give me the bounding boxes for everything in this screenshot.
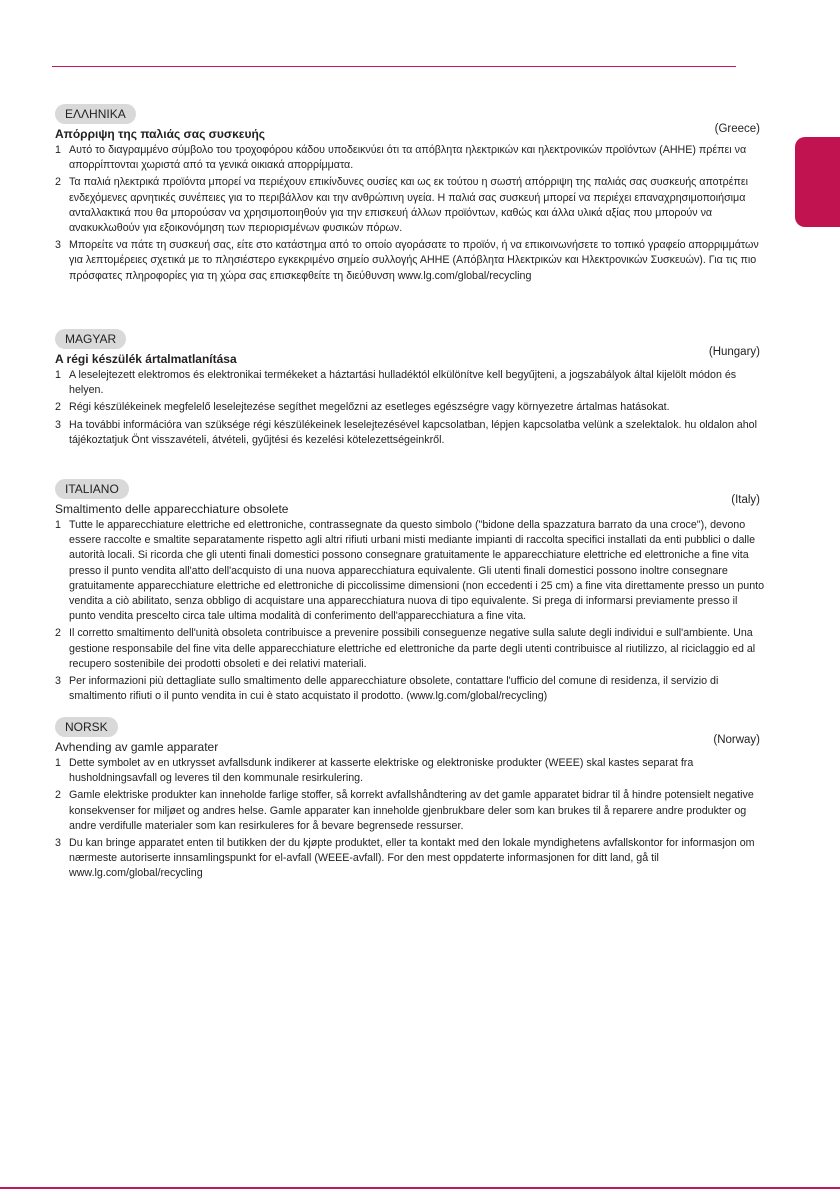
item-number: 1 bbox=[55, 757, 61, 769]
language-label: ITALIANO bbox=[55, 479, 129, 499]
list-item bbox=[55, 518, 765, 624]
item-text: Tutte le apparecchiature elettriche ed elettroniche, contrassegnate da questo simbolo ("bidone della spazzatura barrato da una croce"), devono essere raccolte e smaltite separatamente rispetto agli altri rifiuti urbani misti mediante impianti di raccolta specifici installati da enti pubblici o dalle autorità locali. Si ricorda che gli utenti finali domestici possono consegnare gratuitamente le apparecchiature elettriche ed elettroniche a fine vita presso il punto vendita all'atto dell'acquisto di una nuova apparecchiatura equivalente. Gli utenti finali domestici possono inoltre consegnare gratuitamente apparecchiature elettriche ed elettroniche di piccolissime dimensioni (non eccedenti i 25 cm) a fine vita direttamente presso un punto vendita a ciò abilitato, senza obbligo di acquistare una apparecchiatura nuova di tipo equivalente. Si prega di informarsi previamente presso il punto vendita prescelto circa tale ultima modalità di conferimento dell'apparecchiatura a fine vita. bbox=[69, 519, 765, 623]
list-item bbox=[55, 143, 765, 173]
section-title: Smaltimento delle apparecchiature obsolete bbox=[55, 502, 289, 516]
item-text: Du kan bringe apparatet enten til butikken der du kjøpte produktet, eller ta kontakt med den lokale myndighetens avfallskontor for informasjon om nærmeste autoriserte innsamlingspunkt for el-avfall (WEEE-avfall). For den mest oppdaterte informasjonen for ditt land, gå til www.lg.com/global/recycling bbox=[69, 837, 755, 880]
item-text: Τα παλιά ηλεκτρικά προϊόντα μπορεί να περιέχουν επικίνδυνες ουσίες και ως εκ τούτου η σωστή απόρριψη της παλιάς σας συσκευής αποτρέπει ενδεχόμενες αρνητικές συνέπειες για το περιβάλλον και την ανθρώπινη υγεία. Η παλιά σας συσκευή μπορεί να περιέχει επαναχρησιμοποιήσιμα ανταλλακτικά που θα μπορούσαν να χρησιμοποιηθούν για την επισκευή άλλων προϊόντων, καθώς και άλλα υλικά αξίας που μπορούν να ανακυκλωθούν για εξοικονόμηση των περιορισμένων φυσικών πόρων. bbox=[69, 176, 749, 235]
language-label: MAGYAR bbox=[55, 329, 126, 349]
list-item bbox=[55, 238, 765, 284]
item-number: 2 bbox=[55, 627, 61, 640]
item-text: Dette symbolet av en utkrysset avfallsdunk indikerer at kasserte elektriske og elektroniske produkter (WEEE) skal kastes separat fra husholdningsavfall og leveres til den kommunale resirkulering. bbox=[69, 757, 694, 785]
item-list bbox=[55, 756, 765, 882]
item-number: 1 bbox=[55, 519, 61, 531]
country-label: (Hungary) bbox=[708, 346, 760, 358]
country-label: (Greece) bbox=[714, 123, 760, 135]
item-text: Régi készülékeinek megfelelő leselejtezése segíthet megelőzni az esetleges egészségre vagy környezetre ártalmas hatásokat. bbox=[69, 401, 670, 414]
bottom-rule bbox=[0, 1187, 840, 1189]
section-title: Απόρριψη της παλιάς σας συσκευής bbox=[55, 127, 266, 141]
list-item bbox=[55, 836, 765, 882]
side-language-tab bbox=[795, 137, 840, 227]
section-italian bbox=[55, 479, 765, 719]
item-list bbox=[55, 143, 765, 284]
item-text: Ha további információra van szüksége régi készülékeinek leselejtezésével kapcsolatban, lépjen kapcsolatba velünk a szelektalok. hu oldalon ahol tájékoztatjuk Önt visszavételi, átvételi, gyűjtési és kezelési kötelezettségeinkről. bbox=[69, 418, 757, 446]
list-item bbox=[55, 175, 765, 236]
item-text: Per informazioni più dettagliate sullo smaltimento delle apparecchiature obsolete, contattare l'ufficio del comune di residenza, il servizio di smaltimento rifiuti o il punto vendita in cui è stato acquistato il prodotto. (www.lg.com/global/recycling) bbox=[69, 675, 719, 703]
item-number: 3 bbox=[55, 837, 61, 850]
list-item bbox=[55, 368, 765, 398]
list-item bbox=[55, 788, 765, 834]
item-text: A leselejtezett elektromos és elektronikai termékeket a háztartási hulladéktól elkülönítve kell begyűjteni, a jogszabályok által kijelölt módon és helyen. bbox=[69, 369, 737, 397]
country-label: (Norway) bbox=[713, 734, 760, 746]
item-text: Αυτό το διαγραμμένο σύμβολο του τροχοφόρου κάδου υποδεικνύει ότι τα απόβλητα ηλεκτρικών και ηλεκτρονικών προϊόντων (ΑΗΗΕ) πρέπει να απορρίπτονται χωριστά από τα γενικά οικιακά απορρίμματα. bbox=[69, 144, 747, 172]
section-greek bbox=[55, 104, 765, 319]
item-number: 2 bbox=[55, 176, 61, 189]
item-number: 3 bbox=[55, 675, 61, 688]
document-content bbox=[55, 104, 765, 884]
item-number: 3 bbox=[55, 239, 61, 252]
item-list bbox=[55, 368, 765, 448]
list-item bbox=[55, 674, 765, 704]
list-item bbox=[55, 418, 765, 448]
country-label: (Italy) bbox=[731, 494, 760, 506]
item-text: Il corretto smaltimento dell'unità obsoleta contribuisce a prevenire possibili conseguenze negative sulla salute degli individui e sull'ambiente. Una gestione responsabile del fine vita delle apparecchiature elettriche ed elettroniche da parte degli utenti contribuisce al riutilizzo, al riciclaggio ed al recupero sostenibile dei prodotti obsoleti e dei relativi materiali. bbox=[69, 627, 756, 670]
list-item bbox=[55, 626, 765, 672]
list-item bbox=[55, 400, 765, 415]
item-text: Gamle elektriske produkter kan inneholde farlige stoffer, så korrekt avfallshåndtering av det gamle apparatet bidrar til å hindre potensielt negative konsekvenser for miljøet og andres helse. Gamle apparater kan inneholde gjenbrukbare deler som kan brukes til å reparere andre produkter og andre verdifulle materialer som kan resirkuleres for å bevare begrensede ressurser. bbox=[69, 789, 754, 832]
item-number: 2 bbox=[55, 401, 61, 414]
section-title: A régi készülék ártalmatlanítása bbox=[55, 352, 237, 366]
item-text: Μπορείτε να πάτε τη συσκευή σας, είτε στο κατάστημα από το οποίο αγοράσατε το προϊόν, ή να επικοινωνήσετε το τοπικό γραφείο απορριμμάτων για λεπτομέρειες σχετικά με το πλησιέστερο εγκεκριμένο σημείο συλλογής ΑΗΗΕ (Απόβλητα Ηλεκτρικών και Ηλεκτρονικών Συσκευών). Για τις πιο πρόσφατες πληροφορίες για τη χώρα σας επισκεφθείτε τη διεύθυνση www.lg.com/global/recycling bbox=[69, 239, 759, 282]
section-hungarian bbox=[55, 329, 765, 477]
item-number: 2 bbox=[55, 789, 61, 802]
item-number: 3 bbox=[55, 418, 61, 431]
list-item bbox=[55, 756, 765, 786]
section-title: Avhending av gamle apparater bbox=[55, 740, 219, 754]
item-number: 1 bbox=[55, 144, 61, 156]
language-label: ΕΛΛΗΝΙΚΑ bbox=[55, 104, 136, 124]
item-number: 1 bbox=[55, 369, 61, 381]
language-label: NORSK bbox=[55, 717, 118, 737]
section-norwegian bbox=[55, 717, 765, 882]
top-rule bbox=[52, 66, 736, 67]
item-list bbox=[55, 518, 765, 704]
